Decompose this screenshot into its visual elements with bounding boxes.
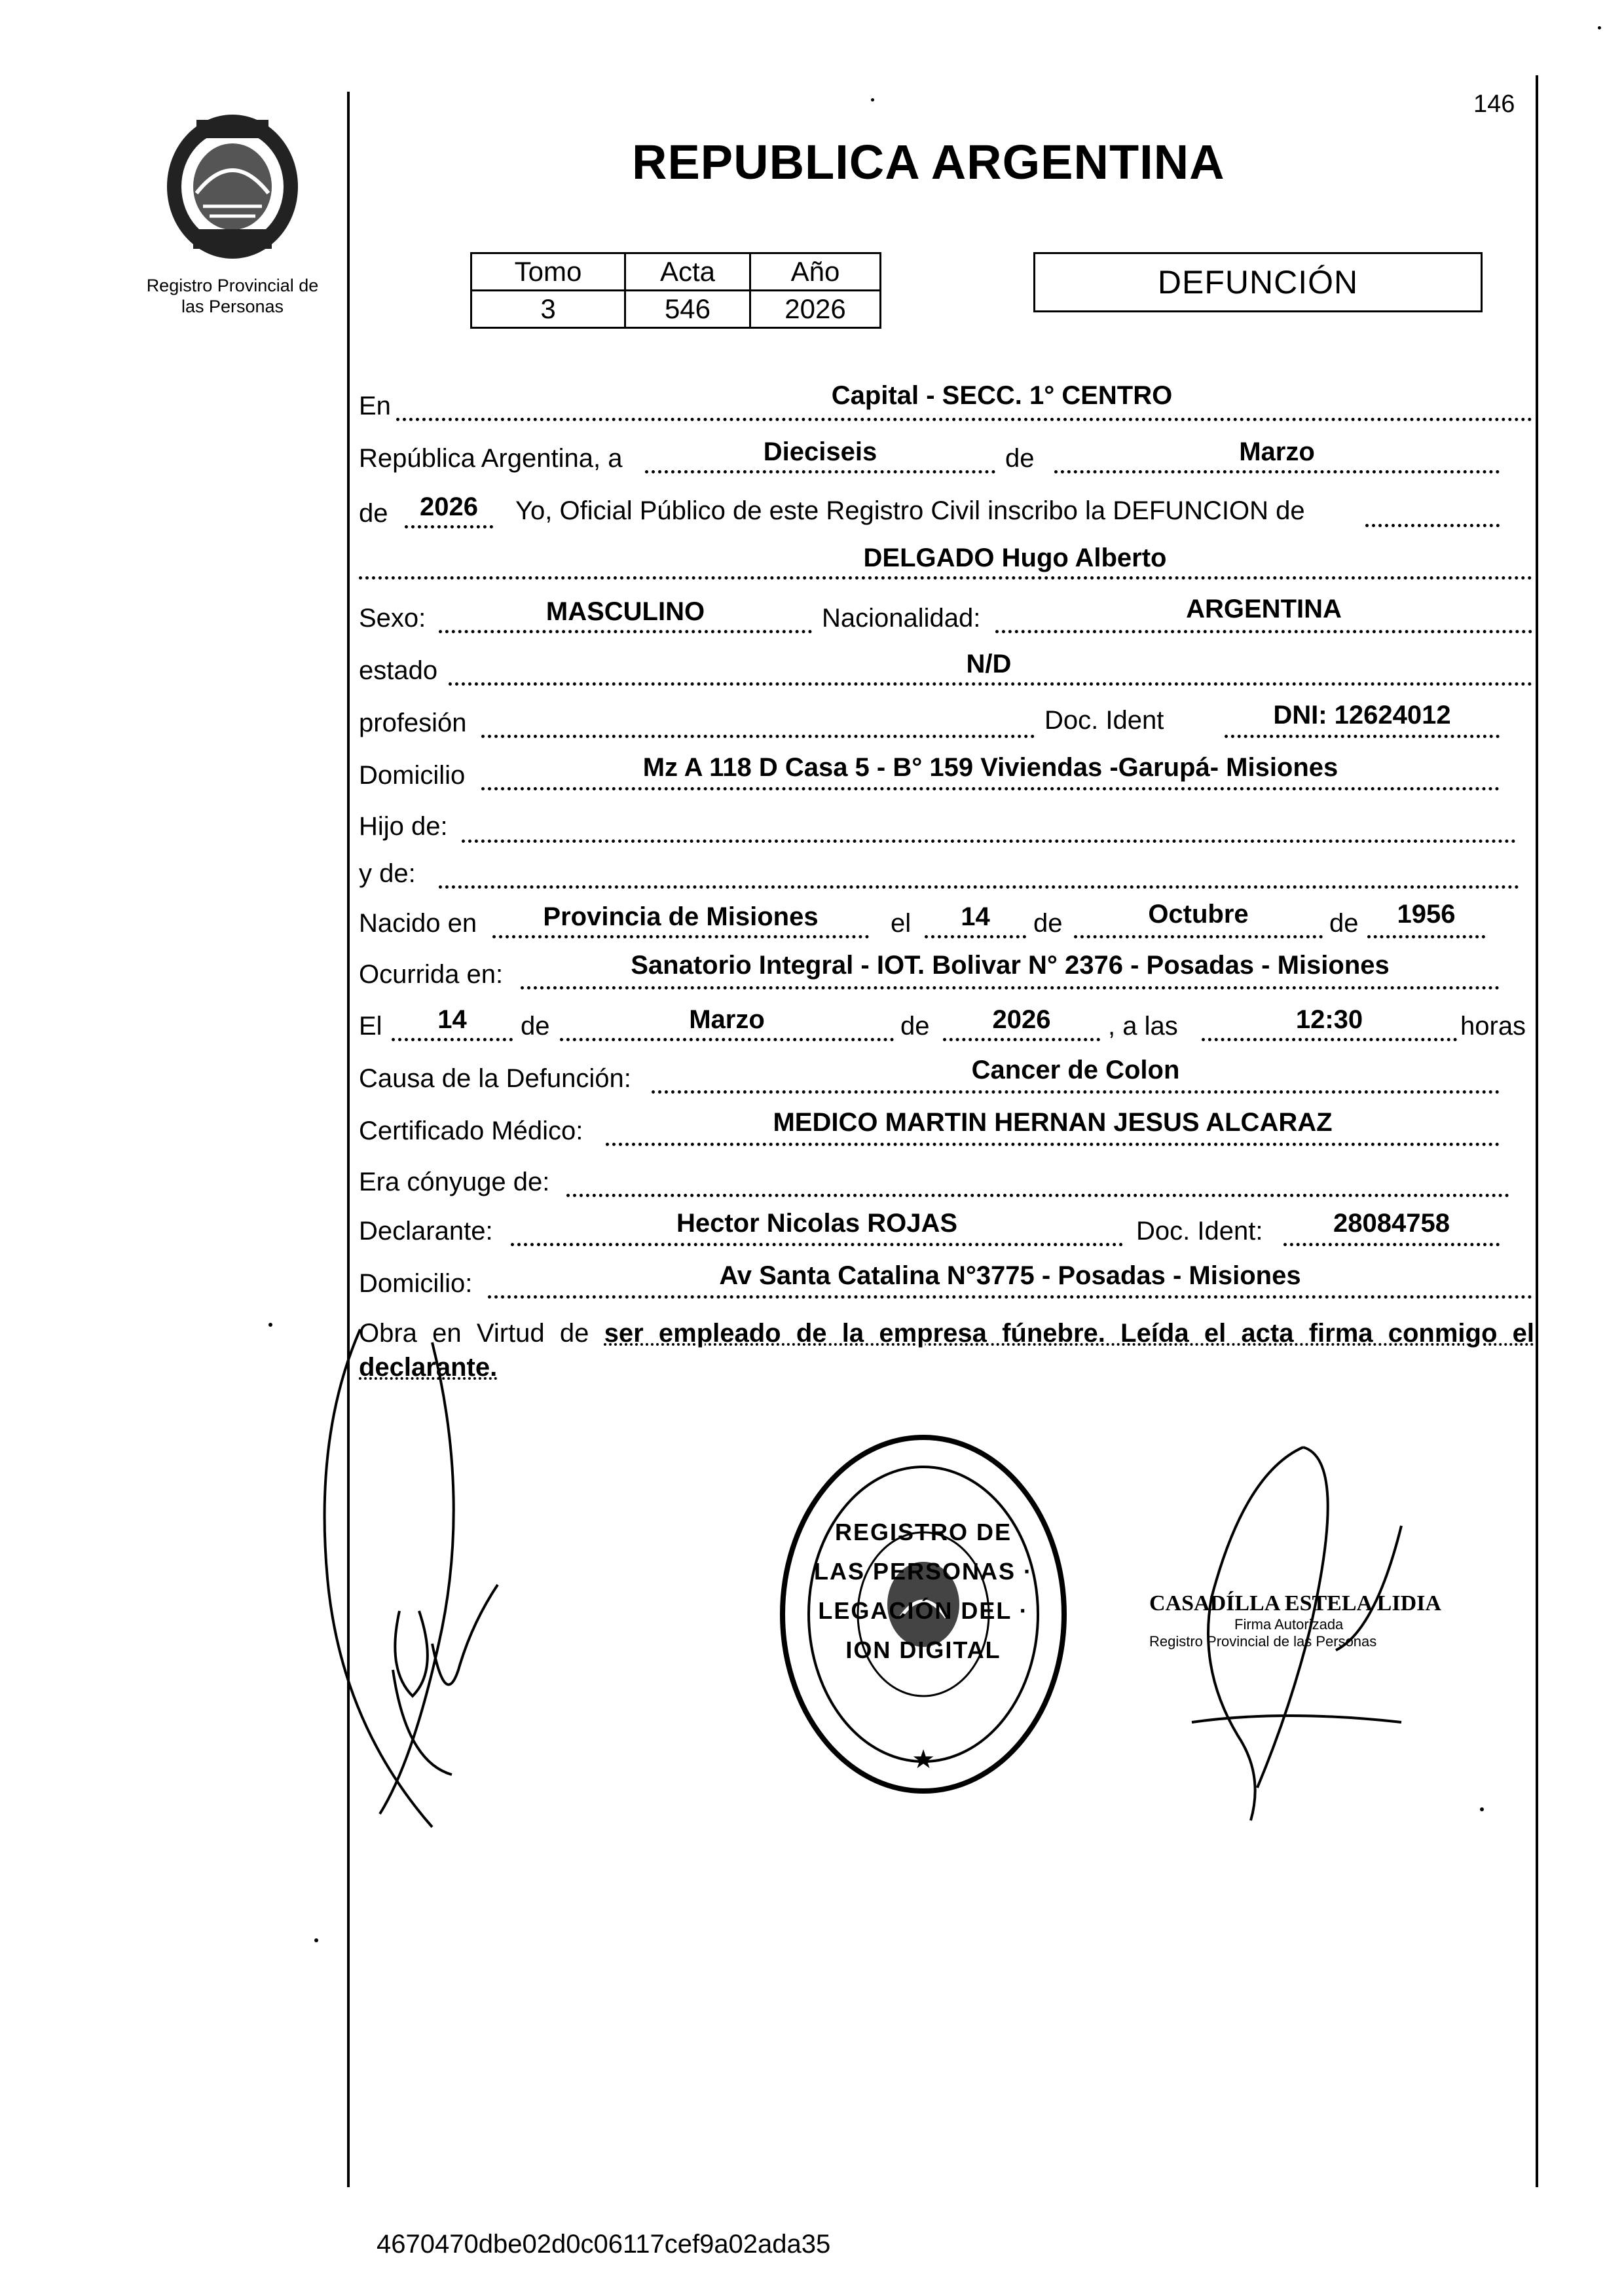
tomo-value: 3 (471, 291, 625, 328)
causa-label: Causa de la Defunción: (359, 1064, 631, 1093)
estado-dotted-line (449, 682, 1532, 686)
birth-day-dotted-line (925, 935, 1026, 938)
right-margin-line (1536, 75, 1538, 2187)
death-de2-label: de (900, 1012, 930, 1041)
inscribo-text: Yo, Oficial Público de este Registro Civil inscribo la DEFUNCION de (515, 496, 1305, 525)
year-value: 2026 (420, 492, 478, 521)
official-org: Registro Provincial de las Personas (1149, 1633, 1377, 1650)
el2-label: El (359, 1012, 382, 1041)
birth-day: 14 (961, 902, 990, 931)
alas-label: , a las (1108, 1012, 1178, 1041)
estado-label: estado (359, 656, 438, 685)
death-month-dotted-line (560, 1038, 894, 1041)
certificado-value: MEDICO MARTIN HERNAN JESUS ALCARAZ (773, 1108, 1333, 1137)
en-value: Capital - SECC. 1° CENTRO (831, 381, 1173, 410)
day-value: Dieciseis (763, 437, 877, 466)
birth-year-dotted-line (1367, 935, 1485, 938)
nacido-dotted-line (492, 935, 869, 938)
birth-month: Octubre (1148, 900, 1249, 929)
record-reference-table (470, 252, 881, 329)
declarante-dotted-line (511, 1243, 1123, 1246)
death-day-dotted-line (392, 1038, 513, 1041)
footer-hash: 4670470dbe02d0c06117cef9a02ada35 (377, 2230, 831, 2259)
page-number: 146 (1473, 90, 1515, 118)
scan-speck (871, 98, 874, 102)
sexo-value: MASCULINO (545, 597, 705, 626)
scan-speck (1480, 1807, 1484, 1811)
conyuge-label: Era cónyuge de: (359, 1168, 550, 1196)
yde-dotted-line (439, 885, 1519, 889)
birth-de-label: de (1033, 909, 1063, 938)
death-time-dotted-line (1202, 1038, 1457, 1041)
ocurrida-dotted-line (521, 986, 1500, 989)
republica-label: República Argentina, a (359, 444, 623, 473)
doc-ident2-dotted-line (1283, 1243, 1500, 1246)
doc-ident2-label: Doc. Ident: (1136, 1217, 1263, 1246)
hijo-dotted-line (462, 840, 1516, 843)
scan-speck (314, 1938, 318, 1942)
left-margin-line (347, 92, 350, 2187)
declarant-signature (301, 1303, 576, 1853)
official-signature-block (1149, 1591, 1450, 1650)
doc-ident2-value: 28084758 (1333, 1209, 1450, 1238)
ocurrida-value: Sanatorio Integral - IOT. Bolivar N° 2376 - Posadas - Misiones (631, 951, 1390, 980)
death-time: 12:30 (1295, 1005, 1363, 1034)
name-dotted-line (359, 576, 1532, 580)
death-de-label: de (521, 1012, 550, 1041)
declarante-value: Hector Nicolas ROJAS (676, 1209, 958, 1238)
nacionalidad-label: Nacionalidad: (822, 604, 981, 633)
tomo-header: Tomo (471, 253, 625, 291)
horas-label: horas (1460, 1012, 1526, 1041)
scan-speck (1598, 26, 1601, 29)
domicilio-label: Domicilio (359, 761, 466, 790)
el-label: el (891, 909, 912, 938)
en-label: En (359, 392, 391, 420)
nacionalidad-value: ARGENTINA (1186, 595, 1342, 623)
death-year: 2026 (992, 1005, 1051, 1034)
causa-dotted-line (652, 1090, 1500, 1094)
stamp-text: REGISTRO DE LAS PERSONAS · LEGACIÓN DEL · ION DIGITAL (813, 1519, 1033, 1663)
en-dotted-line (396, 418, 1532, 421)
nacionalidad-dotted-line (995, 630, 1532, 633)
record-type-box: DEFUNCIÓN (1033, 252, 1483, 312)
domicilio-dotted-line (481, 787, 1500, 790)
svg-text:★: ★ (912, 1745, 935, 1775)
declarante-label: Declarante: (359, 1217, 493, 1246)
domicilio2-value: Av Santa Catalina N°3775 - Posadas - Misiones (719, 1261, 1301, 1290)
de-year-label: de (359, 499, 388, 528)
domicilio2-label: Domicilio: (359, 1269, 473, 1298)
day-dotted-line (645, 470, 995, 473)
causa-value: Cancer de Colon (971, 1056, 1180, 1084)
ano-value: 2026 (750, 291, 881, 328)
doc-ident-value: DNI: 12624012 (1273, 701, 1451, 729)
birth-year: 1956 (1397, 900, 1456, 929)
obra-value: ser empleado de la empresa fúnebre. Leída el acta firma conmigo el declarante. (359, 1319, 1534, 1382)
domicilio2-dotted-line (488, 1295, 1532, 1299)
year-dotted-line (405, 525, 493, 528)
estado-value: N/D (966, 650, 1012, 678)
conyuge-dotted-line (566, 1194, 1509, 1197)
domicilio-value: Mz A 118 D Casa 5 - B° 159 Viviendas -Garupá- Misiones (642, 753, 1338, 782)
profesion-label: profesión (359, 709, 467, 737)
yde-label: y de: (359, 859, 416, 888)
acta-value: 546 (625, 291, 750, 328)
issuer-name: Registro Provincial de las Personas (146, 276, 319, 316)
profesion-dotted-line (481, 735, 1035, 738)
scan-speck (268, 1323, 272, 1327)
official-role: Firma Autorizada (1234, 1616, 1344, 1633)
page-title: REPUBLICA ARGENTINA (632, 135, 1225, 189)
death-day: 14 (437, 1005, 467, 1034)
sexo-label: Sexo: (359, 604, 426, 633)
death-month: Marzo (689, 1005, 765, 1034)
sexo-dotted-line (439, 630, 812, 633)
birth-de2-label: de (1329, 909, 1359, 938)
doc-ident-dotted-line (1225, 735, 1500, 738)
official-name: CASADÍLLA ESTELA LIDIA (1149, 1591, 1441, 1616)
ocurrida-label: Ocurrida en: (359, 960, 504, 989)
inscribo-dotted-line (1365, 524, 1500, 527)
acta-header: Acta (625, 253, 750, 291)
deceased-name: DELGADO Hugo Alberto (863, 544, 1167, 572)
ano-header: Año (750, 253, 881, 291)
birth-month-dotted-line (1074, 935, 1323, 938)
nacido-value: Provincia de Misiones (543, 902, 819, 931)
hijo-label: Hijo de: (359, 812, 448, 841)
month-value: Marzo (1239, 437, 1315, 466)
obra-label: Obra en Virtud de (359, 1319, 589, 1348)
certificado-dotted-line (606, 1143, 1500, 1146)
doc-ident-label: Doc. Ident (1044, 706, 1164, 735)
death-year-dotted-line (943, 1038, 1100, 1041)
certificado-label: Certificado Médico: (359, 1117, 583, 1145)
provincial-seal-logo (157, 108, 308, 265)
month-dotted-line (1054, 470, 1500, 473)
nacido-label: Nacido en (359, 909, 477, 938)
de-label: de (1005, 444, 1035, 473)
